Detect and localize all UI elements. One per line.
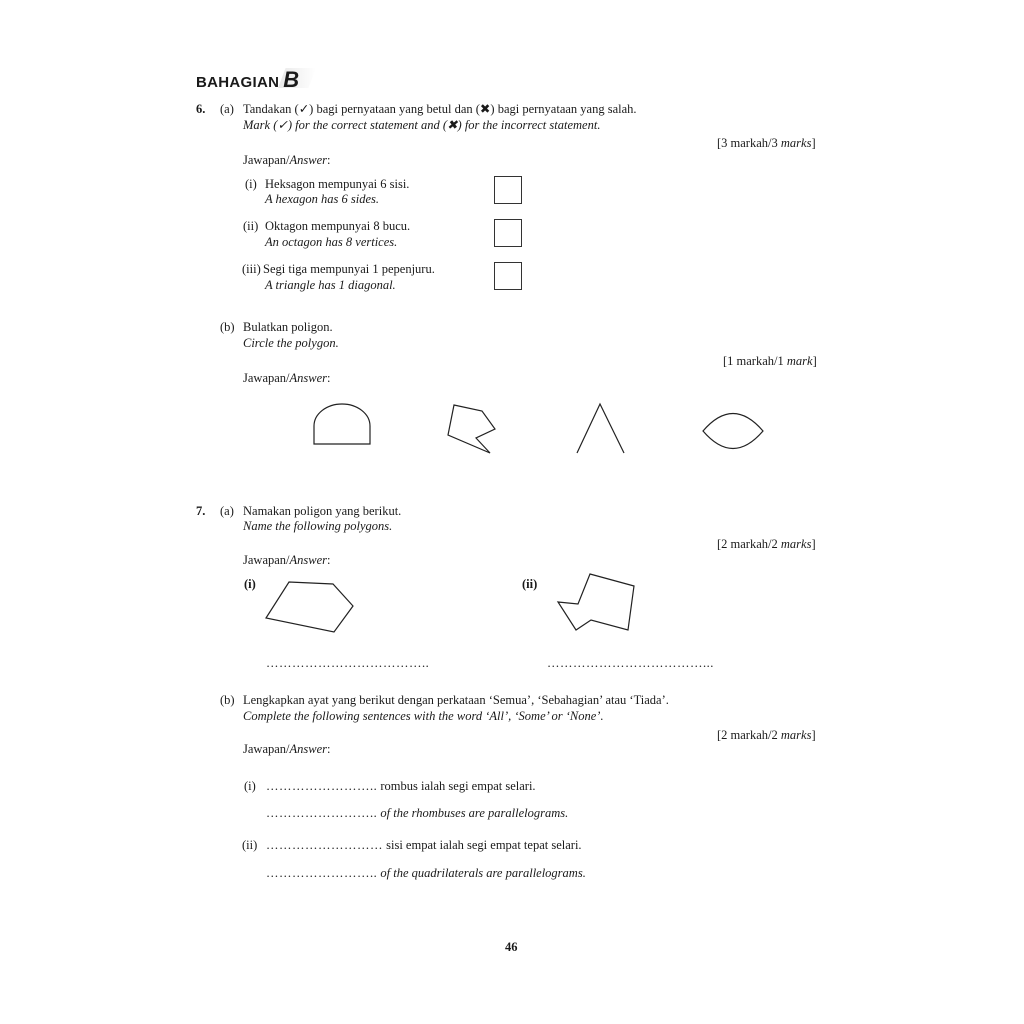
q6b-answer-en: Answer [289,371,328,385]
q6a-question-ms: Tandakan (✓) bagi pernyataan yang betul dan (✖) bagi pernyataan yang salah. [243,102,637,116]
q6a-marks [717,136,816,151]
q7b-answer-label [243,742,331,757]
q7b-i-ms-line [266,779,536,794]
q6b-question-ms: Bulatkan poligon. [243,320,333,334]
section-letter: B [283,67,300,92]
q6a-answer-ms: Jawapan/ [243,153,290,167]
q7a-item-label: (i) [244,577,256,591]
q6a-item-label: (ii) [243,219,259,233]
q6b-marks-en: mark [786,354,813,368]
q7b-answer-colon: : [327,742,331,756]
q6b-answer-colon: : [327,371,331,385]
q7b-answer-ms: Jawapan/ [243,742,290,756]
q7b-item-label: (ii) [242,838,258,852]
q7b-question-en: Complete the following sentences with the word ‘All’, ‘Some’ or ‘None’. [243,709,604,723]
q6b-shape-dome[interactable] [310,400,374,450]
q6a-item-label: (iii) [242,262,261,276]
q7a-ii-answer-blank[interactable]: ………………………………... [547,656,714,670]
irregular-hexagon-outline [558,574,634,630]
q7b-marks-close: ] [811,728,816,742]
q7b-item-label: (i) [244,779,256,793]
q7b-i-ms-blank[interactable]: …………………….. [266,779,378,793]
q7a-i-polygon [262,578,358,636]
q7b-marks [717,728,816,743]
q6b-label: (b) [220,320,235,334]
pentagon-outline [266,582,353,632]
q7a-i-answer-blank[interactable]: ……………………………….. [266,656,430,670]
q7a-ii-polygon [556,570,638,634]
q6a-question-en: Mark (✓) for the correct statement and (✖) for the incorrect statement. [243,118,601,132]
q7a-answer-colon: : [327,553,331,567]
q6a-marks-en: marks [780,136,812,150]
q7b-i-en-blank[interactable]: …………………….. [266,806,378,820]
q6a-i-answer-box[interactable] [494,176,522,204]
q6a-item-en: A triangle has 1 diagonal. [265,278,396,292]
open-angle-outline [577,404,624,453]
q6a-iii-answer-box[interactable] [494,262,522,290]
section-title [196,67,299,93]
q6b-marks-ms: [1 markah/1 [723,354,787,368]
q7a-question-en: Name the following polygons. [243,519,393,533]
q7a-marks-close: ] [811,537,816,551]
q7a-item-label: (ii) [522,577,538,591]
dome-outline [314,404,370,444]
lens-outline [703,414,763,449]
q7b-label: (b) [220,693,235,707]
q6a-answer-colon: : [327,153,331,167]
q6-number: 6. [196,102,206,116]
q6a-item-ms: Oktagon mempunyai 8 bucu. [265,219,411,233]
q7a-marks-ms: [2 markah/2 [717,537,781,551]
q7b-ii-ms-line [266,838,582,853]
irregular-polygon-outline [448,405,495,453]
q7a-answer-ms: Jawapan/ [243,553,290,567]
q6b-shape-irregular-polygon[interactable] [444,400,502,460]
q7a-question-ms: Namakan poligon yang berikut. [243,504,402,518]
q6a-answer-en: Answer [289,153,328,167]
q6a-item-en: An octagon has 8 vertices. [265,235,398,249]
q6b-question-en: Circle the polygon. [243,336,339,350]
q6a-marks-close: ] [811,136,816,150]
q6a-item-en: A hexagon has 6 sides. [265,192,379,206]
q7b-marks-en: marks [780,728,812,742]
q7b-i-ms-text: rombus ialah segi empat selari. [380,779,536,793]
q6a-item-ms: Heksagon mempunyai 6 sisi. [265,177,410,191]
q6a-item-ms: Segi tiga mempunyai 1 pepenjuru. [263,262,435,276]
q6a-answer-label [243,153,331,168]
q6a-ii-answer-box[interactable] [494,219,522,247]
q6b-answer-label [243,371,331,386]
q6a-marks-ms: [3 markah/3 [717,136,781,150]
q7b-ii-en-text: of the quadrilaterals are parallelograms. [380,866,586,880]
q7a-marks-en: marks [780,537,812,551]
q7b-ii-ms-text: sisi empat ialah segi empat tepat selari. [386,838,582,852]
q7b-ii-en-line [266,866,586,881]
q7b-marks-ms: [2 markah/2 [717,728,781,742]
section-title-text: BAHAGIAN [196,74,280,91]
q6b-shape-lens[interactable] [700,408,766,454]
q7b-ii-ms-blank[interactable]: ……………………… [266,838,383,852]
q6a-label: (a) [220,102,234,116]
q7a-marks [717,537,816,552]
q6b-shape-open-angle[interactable] [574,401,628,457]
q7b-answer-en: Answer [289,742,328,756]
page-number: 46 [505,940,518,954]
q7b-question-ms: Lengkapkan ayat yang berikut dengan perkataan ‘Semua’, ‘Sebahagian’ atau ‘Tiada’. [243,693,669,707]
q6b-answer-ms: Jawapan/ [243,371,290,385]
q6a-item-label: (i) [245,177,257,191]
q6b-marks [723,354,817,369]
q7a-answer-en: Answer [289,553,328,567]
q6b-marks-close: ] [812,354,817,368]
q7-number: 7. [196,504,206,518]
q7a-label: (a) [220,504,234,518]
q7b-i-en-line [266,806,568,821]
q7a-answer-label [243,553,331,568]
q7b-ii-en-blank[interactable]: …………………….. [266,866,378,880]
q7b-i-en-text: of the rhombuses are parallelograms. [380,806,569,820]
